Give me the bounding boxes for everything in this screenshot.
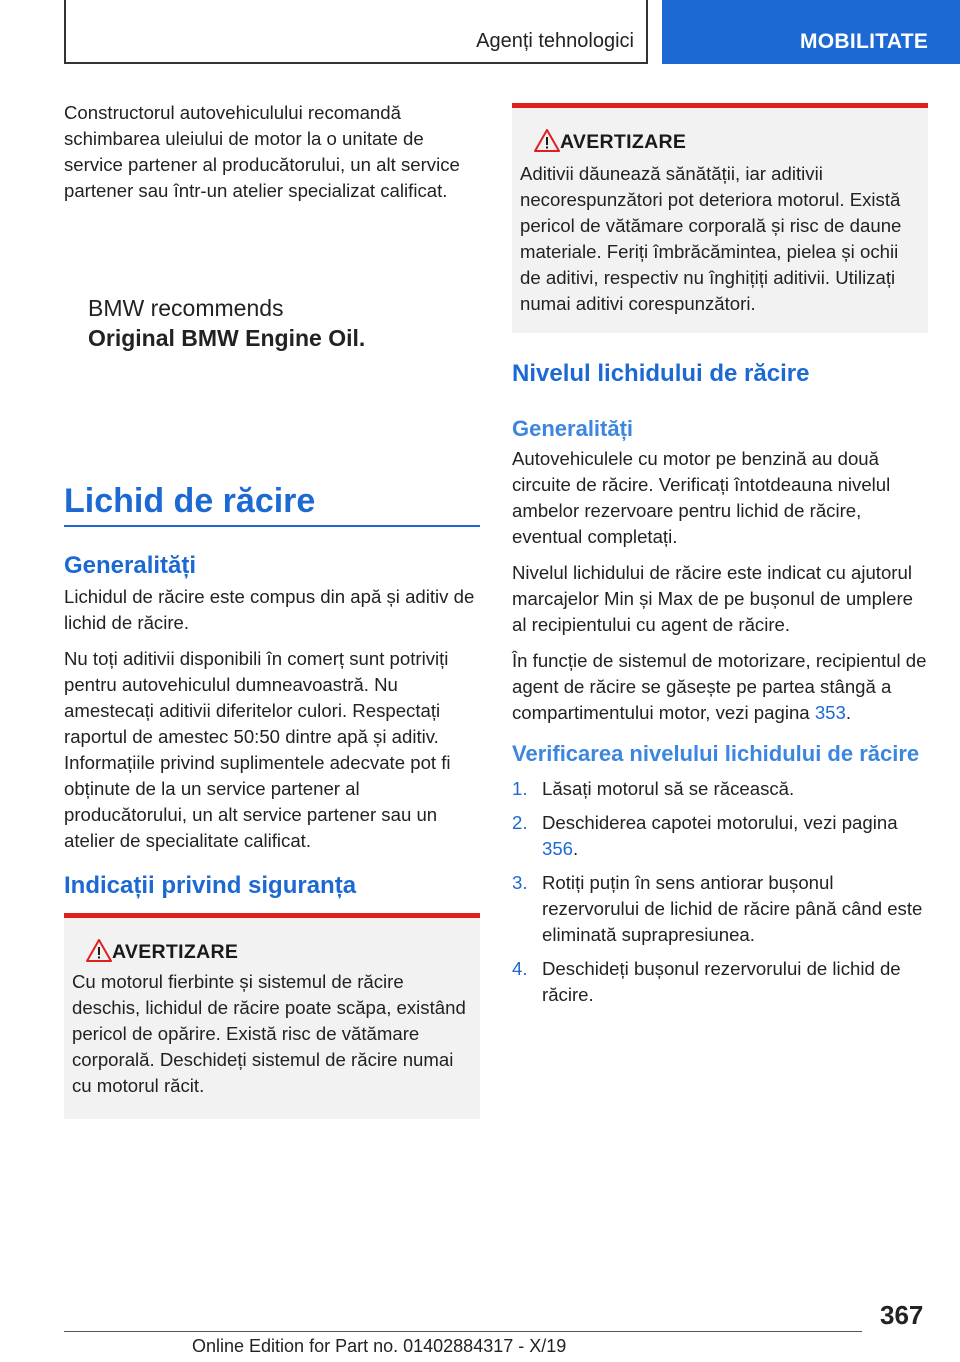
step-text: Rotiți puțin în sens antiorar bușonul rezervorului de lichid de răcire până când este eliminată suprapresiunea. [542, 872, 923, 945]
general-paragraph-1: Lichidul de răcire este compus din apă și aditiv de lichid de răcire. [64, 586, 475, 633]
check-section [512, 740, 928, 1016]
general-paragraph-2: Nu toți aditivii disponibili în comerț sunt potriviți pentru autovehiculul dumneavoastră. Nu amestecați aditivii diferitelor culori. Respectați raportul de amestec 50:50 dintre apă și aditiv. Informațiile privind suplimentele adecvate pot fi obținute de la un service partener al producătorului, un alt service partener sau un atelier de specialitate calificat. [64, 648, 451, 851]
general-heading: Generalități [64, 552, 197, 579]
intro-paragraph: Constructorul autovehiculului recomandă schimbarea uleiului de motor la o unitate de service partener al producătorului, un alt service partener sau într-un atelier specializat calificat. [64, 102, 460, 201]
page-link-356[interactable]: 356 [542, 838, 574, 859]
warning-text: Aditivii dăunează sănătății, iar aditivii necorespunzători pot deteriora motorul. Există pericol de vătămare corporală și risc de daune materiale. Feriți îmbrăcămintea, pielea și ochii de aditivi, respectiv nu înghițiți aditivii. Utilizați numai aditivi corespunzători. [520, 163, 902, 314]
coolant-general-heading: Generalități [512, 416, 634, 441]
safety-section [64, 872, 480, 900]
list-item [512, 810, 928, 862]
step-text-end: . [573, 838, 579, 859]
warning-triangle-icon [86, 939, 112, 962]
footer-rule [64, 1331, 862, 1332]
footer-edition: Online Edition for Part no. 01402884317 - X/19 [192, 1336, 567, 1356]
warning-bar [512, 103, 928, 108]
coolant-level-heading: Nivelul lichidului de răcire [512, 360, 810, 387]
header-section-title: Agenți tehnologici [476, 30, 634, 52]
step-number: 1. [512, 778, 528, 799]
list-item [512, 776, 928, 802]
warning-title: AVERTIZARE [560, 131, 687, 153]
safety-heading: Indicații privind siguranța [64, 872, 357, 899]
chapter-heading: Lichid de răcire [64, 482, 316, 520]
coolant-paragraph-3 [512, 648, 928, 726]
header-chapter-label: MOBILITATE [800, 30, 929, 53]
check-heading: Verificarea nivelului lichidului de răcire [512, 741, 920, 766]
list-item [512, 956, 928, 1008]
intro-text-block [64, 100, 480, 204]
oil-ad-line-1: BMW recommends [88, 295, 284, 321]
list-item [512, 870, 928, 948]
page-number: 367 [880, 1300, 924, 1330]
warning-triangle-icon [534, 129, 560, 152]
step-number: 2. [512, 812, 528, 833]
coolant-paragraph-2: Nivelul lichidului de răcire este indicat cu ajutorul marcajelor Min și Max de pe bușonul de umplere al recipientului cu agent de răcire. [512, 562, 913, 635]
warning-bar [64, 913, 480, 918]
general-section [64, 552, 480, 854]
warning-box-right [512, 103, 928, 333]
coolant-paragraph-1: Autovehiculele cu motor pe benzină au două circuite de răcire. Verificați întotdeauna nivelul ambelor rezervoare pentru lichid de răcire, eventual completați. [512, 448, 891, 547]
check-steps-list [512, 776, 928, 1008]
warning-box-left [64, 913, 480, 1119]
coolant-paragraph-3-end: . [845, 702, 852, 723]
coolant-paragraph-3-text: În funcție de sistemul de motorizare, recipientul de agent de răcire se găsește pe partea stângă a compartimentului motor, vezi pagina [512, 650, 927, 723]
step-text: Lăsați motorul să se răcească. [542, 778, 795, 799]
step-text: Deschideți bușonul rezervorului de lichid de răcire. [542, 958, 901, 1005]
coolant-general-section [512, 415, 928, 726]
page-link-353[interactable]: 353 [814, 702, 846, 723]
chapter-heading-rule [64, 525, 480, 527]
oil-ad-line-2: Original BMW Engine Oil. [88, 325, 366, 351]
coolant-level-section [512, 360, 928, 388]
warning-text: Cu motorul fierbinte și sistemul de răcire deschis, lichidul de răcire poate scăpa, existând pericol de opărire. Există risc de vătămare corporală. Deschideți sistemul de răcire numai cu motorul răcit. [72, 971, 466, 1096]
warning-title: AVERTIZARE [112, 941, 239, 963]
step-number: 4. [512, 958, 528, 979]
step-text: Deschiderea capotei motorului, vezi pagina [542, 812, 898, 833]
step-number: 3. [512, 872, 528, 893]
